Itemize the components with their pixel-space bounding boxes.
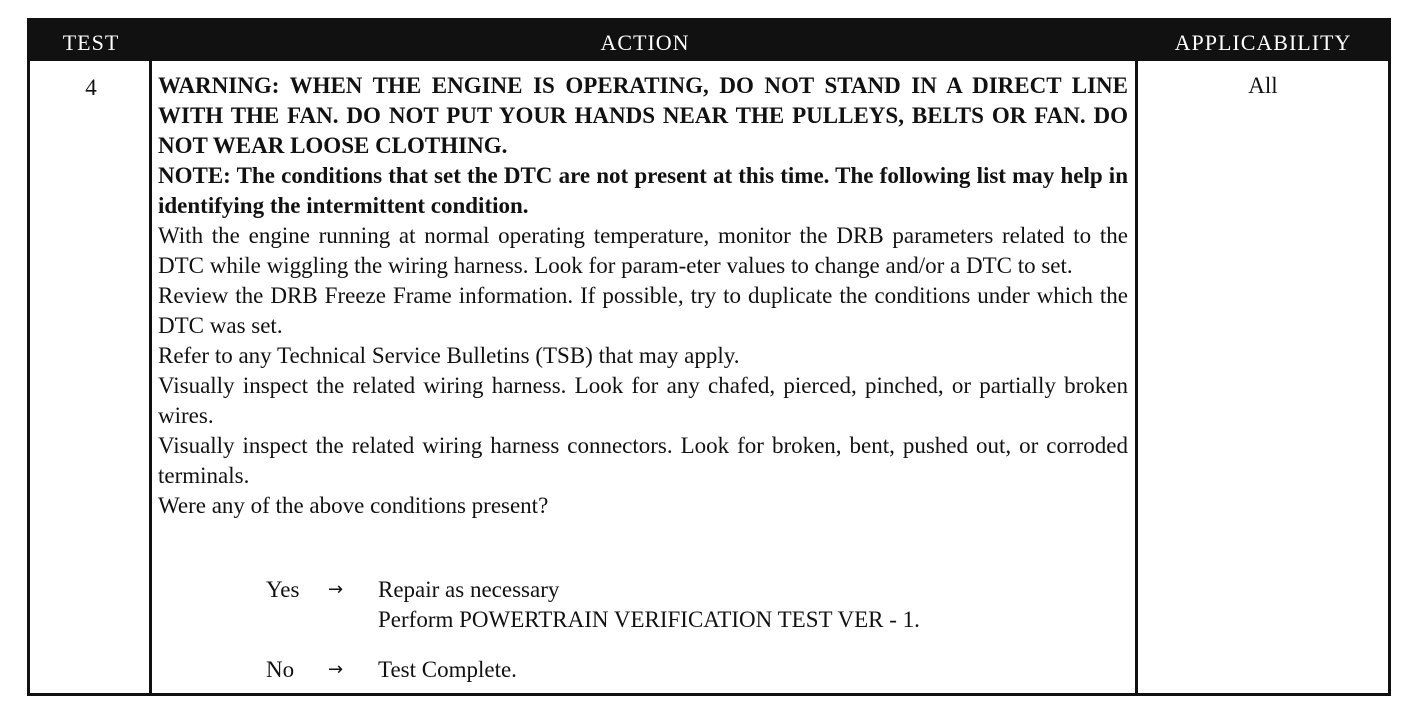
header-applicability: APPLICABILITY — [1174, 30, 1352, 55]
diagnostic-table — [27, 18, 1391, 696]
yes-result-1: Repair as necessary — [378, 577, 560, 602]
table-header-row — [30, 21, 1388, 61]
step-text: Visually inspect the related wiring harness. Look for any chafed, pierced, pinched, or partially broken wires. — [158, 373, 1128, 428]
warning-text: WARNING: WHEN THE ENGINE IS OPERATING, DO NOT STAND IN A DIRECT LINE WITH THE FAN. DO NOT PUT YOUR HANDS NEAR THE PULLEYS, BELTS OR FAN. DO NOT WEAR LOOSE CLOTHING. — [158, 73, 1128, 158]
no-result-1: Test Complete. — [378, 657, 517, 682]
header-action: ACTION — [600, 30, 690, 55]
table-row — [30, 61, 1388, 693]
no-label: No — [266, 657, 295, 682]
step-text: Refer to any Technical Service Bulletins (TSB) that may apply. — [158, 343, 740, 368]
question-text: Were any of the above conditions present? — [158, 493, 549, 518]
step-text: With the engine running at normal operating temperature, monitor the DRB parameters related to the DTC while wiggling the wiring harness. Look for param-eter values to change and/or a DTC to set. — [158, 223, 1128, 278]
column-divider — [149, 61, 152, 693]
action-text — [158, 71, 1128, 521]
column-divider — [1135, 61, 1138, 693]
right-arrow-icon: → — [328, 579, 344, 600]
yes-label: Yes — [266, 577, 300, 602]
test-number: 4 — [85, 75, 97, 100]
step-text: Visually inspect the related wiring harness connectors. Look for broken, bent, pushed out, or corroded terminals. — [158, 433, 1128, 488]
step-text: Review the DRB Freeze Frame information. If possible, try to duplicate the conditions under which the DTC was set. — [158, 283, 1128, 338]
applicability-value: All — [1248, 73, 1278, 98]
right-arrow-icon: → — [328, 659, 344, 680]
header-test: TEST — [62, 30, 120, 55]
yes-result-2: Perform POWERTRAIN VERIFICATION TEST VER - 1. — [378, 607, 920, 632]
note-text: NOTE: The conditions that set the DTC are not present at this time. The following list may help in identifying the intermittent condition. — [158, 163, 1128, 218]
